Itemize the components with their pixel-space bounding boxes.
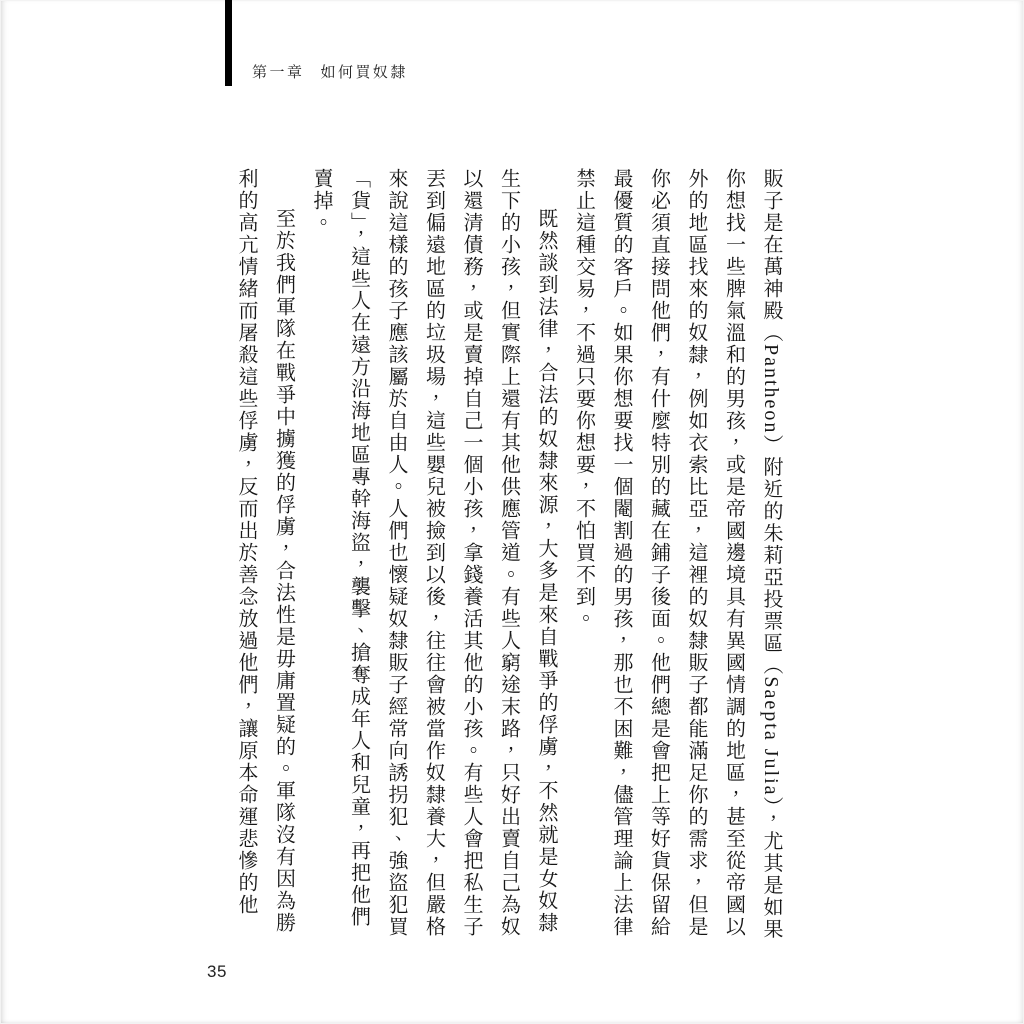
paragraph: 販子是在萬神殿（Pantheon）附近的朱莉亞投票區（Saepta Julia），尤其是如果你想找一些脾氣溫和的男孩，或是帝國邊境具有異國情調的地區，甚至從帝國以外的地區找來的奴隸，例如衣索比亞，這裡的奴隸販子都能滿足你的需求，但是你必須直接問他們，有什麼特別的藏在鋪子後面。他們總是會把上等好貨保留給最優質的客戶。如果你想要找一個閹割過的男孩，那也不困難，儘管理論上法律禁止這種交易，不過只要你想要，不怕買不到。: [572, 168, 782, 941]
paragraph: 既然談到法律，合法的奴隸來源，大多是來自戰爭的俘虜，不然就是女奴隸生下的小孩，但實際上還有其他供應管道。有些人窮途末路，只好出賣自己為奴以還清債務，或是賣掉自己一個小孩，拿錢養活其他的小孩。有些人會把私生子丟到偏遠地區的垃圾場，這些嬰兒被撿到以後，往往會被當作奴隸養大，但嚴格來說這樣的孩子應該屬於自由人。人們也懷疑奴隸販子經常向誘拐犯、強盜犯買「貨」，這些人在遠方沿海地區專幹海盜，襲擊、搶奪成年人和兒童，再把他們賣掉。: [310, 168, 557, 938]
chapter-title-label: 如何買奴隸: [320, 65, 409, 81]
page-number: 35: [207, 962, 227, 981]
body-text-block: [226, 168, 789, 944]
paragraph: 至於我們軍隊在戰爭中擄獲的俘虜，合法性是毋庸置疑的。軍隊沒有因為勝利的高亢情緒而屠殺這些俘虜，反而出於善念放過他們，讓原本命運悲慘的他: [235, 168, 295, 934]
chapter-marker-bar: [225, 0, 232, 86]
chapter-number-label: 第一章: [252, 65, 305, 81]
running-header: [252, 61, 408, 82]
